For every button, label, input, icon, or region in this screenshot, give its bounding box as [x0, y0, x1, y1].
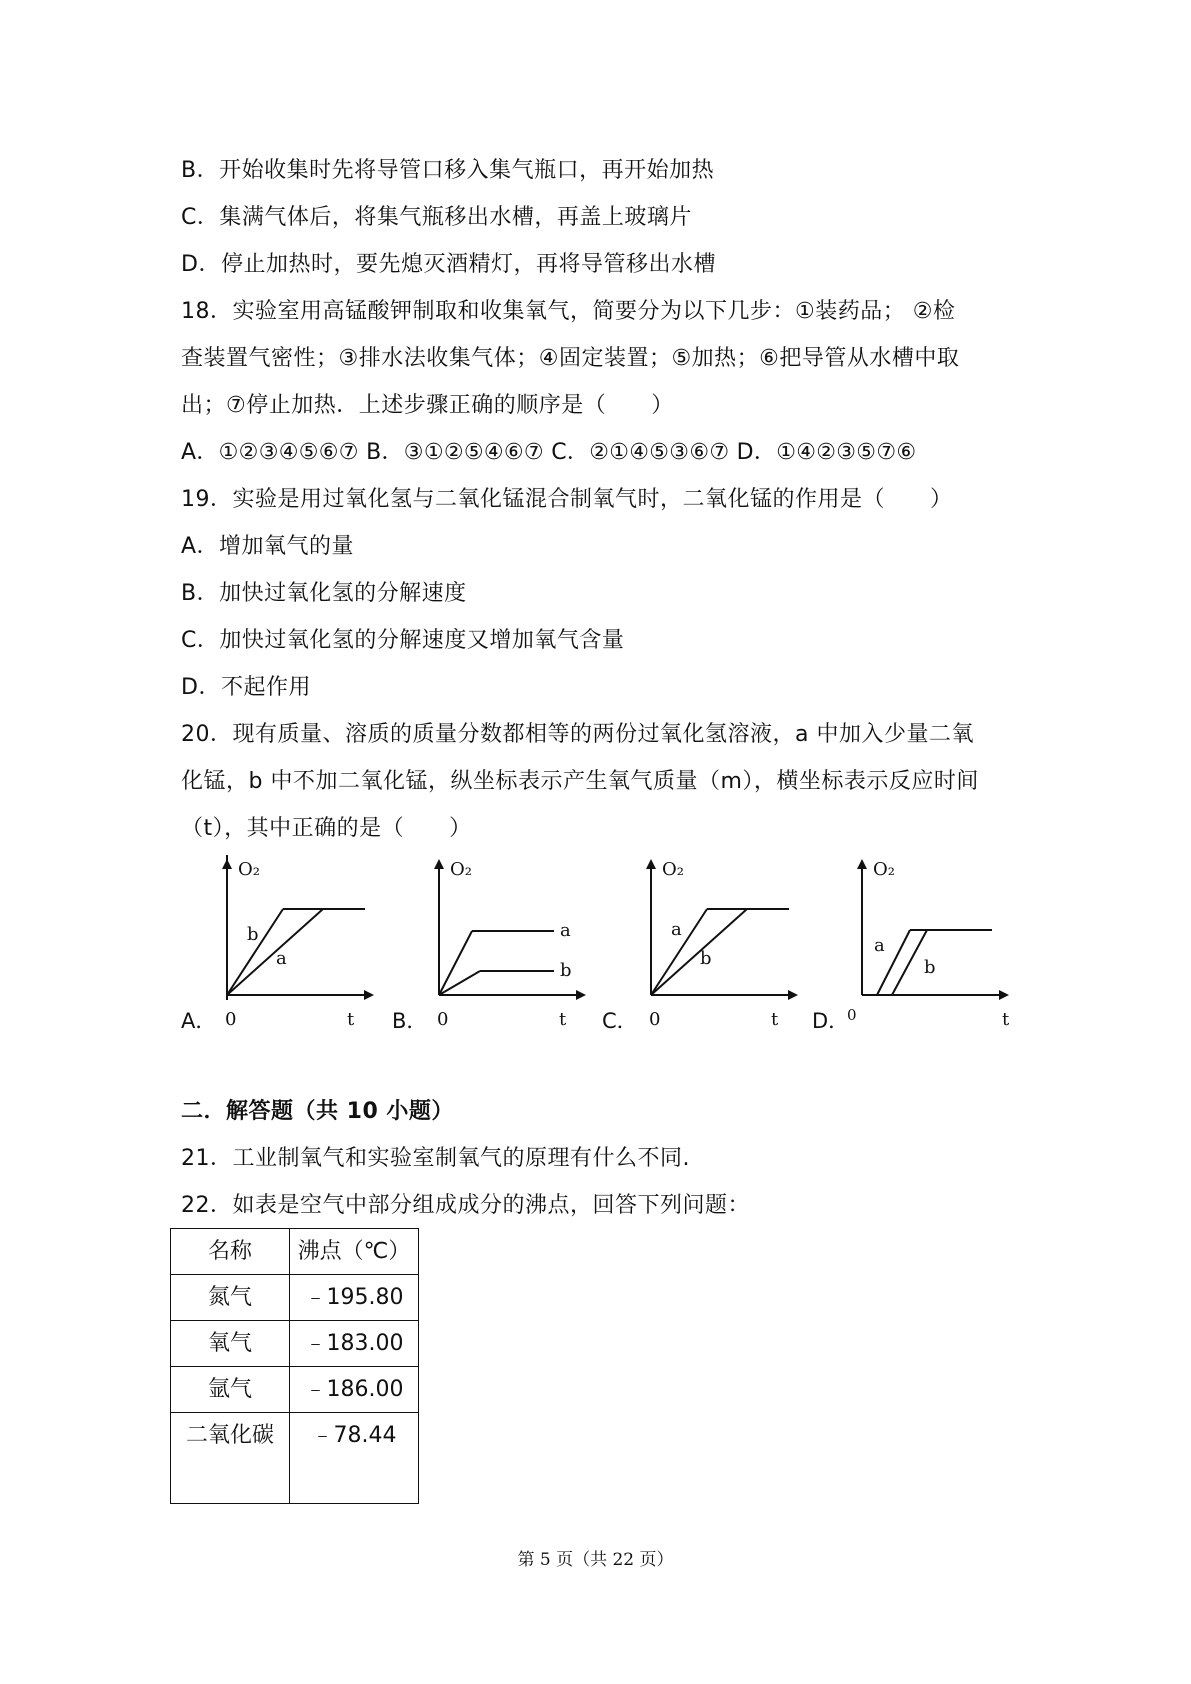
option-19b: B．加快过氧化氢的分解速度 [181, 581, 467, 606]
graph-a-y-label: O₂ [238, 859, 260, 880]
option-17c: C．集满气体后，将集气瓶移出水槽，再盖上玻璃片 [181, 205, 692, 230]
question-20-line2: 化锰，b 中不加二氧化锰，纵坐标表示产生氧气质量（m），横坐标表示反应时间 [181, 769, 979, 794]
table-header-name: 名称 [171, 1229, 290, 1275]
table-row [171, 1367, 419, 1413]
graph-c-upper-label: a [671, 919, 682, 940]
option-19c: C．加快过氧化氢的分解速度又增加氧气含量 [181, 628, 625, 653]
graph-a-lower-label: a [276, 948, 287, 969]
graph-c-y-label: O₂ [662, 859, 684, 880]
question-20-line1: 20．现有质量、溶质的质量分数都相等的两份过氧化氢溶液，a 中加入少量二氧 [181, 722, 974, 747]
graph-d [845, 855, 1015, 1035]
graph-a-option: A． [181, 1009, 217, 1033]
option-19d: D．不起作用 [181, 675, 311, 700]
graph-a-x-label: t [347, 1009, 355, 1030]
graph-d-y-label: O₂ [873, 859, 895, 880]
option-19a: A．增加氧气的量 [181, 534, 355, 559]
graph-b-y-label: O₂ [450, 859, 472, 880]
table-cell-value: ﹣186.00 [290, 1367, 419, 1413]
table-cell-name: 二氧化碳 [171, 1413, 290, 1504]
graph-d-upper-label: a [874, 935, 885, 956]
graph-d-option: D． [812, 1009, 850, 1033]
graph-b-lower-label: b [560, 960, 572, 981]
table-cell-value: ﹣183.00 [290, 1321, 419, 1367]
table-cell-value: ﹣78.44 [290, 1413, 419, 1504]
table-header-row [171, 1229, 419, 1275]
question-18-line3: 出；⑦停止加热．上述步骤正确的顺序是（ ） [181, 393, 674, 418]
graph-c-x-label: t [771, 1009, 779, 1030]
question-18-line1: 18．实验室用高锰酸钾制取和收集氧气，简要分为以下几步：①装药品； ②检 [181, 299, 956, 324]
question-18-line2: 查装置气密性；③排水法收集气体；④固定装置；⑤加热；⑥把导管从水槽中取 [181, 346, 960, 371]
graph-b-x-label: t [559, 1009, 567, 1030]
question-22: 22．如表是空气中部分组成成分的沸点，回答下列问题： [181, 1193, 750, 1218]
graph-b [422, 855, 592, 1035]
graph-b-option: B． [392, 1009, 428, 1033]
boiling-point-table [170, 1228, 419, 1504]
table-cell-name: 氮气 [171, 1275, 290, 1321]
table-row [171, 1413, 419, 1504]
graph-c-origin: 0 [649, 1009, 661, 1030]
graph-c [634, 855, 804, 1035]
table-row [171, 1321, 419, 1367]
table-cell-name: 氩气 [171, 1367, 290, 1413]
section-title: 二．解答题（共 10 小题） [181, 1099, 454, 1124]
graph-b-origin: 0 [437, 1009, 449, 1030]
table-row [171, 1275, 419, 1321]
question-20-line3: （t），其中正确的是（ ） [181, 816, 472, 841]
page-footer: 第 5 页（共 22 页） [517, 1550, 674, 1570]
graph-d-lower-label: b [924, 957, 936, 978]
graph-a-origin: 0 [225, 1009, 237, 1030]
question-19: 19．实验是用过氧化氢与二氧化锰混合制氧气时，二氧化锰的作用是（ ） [181, 487, 953, 512]
table-cell-value: ﹣195.80 [290, 1275, 419, 1321]
graph-d-x-label: t [1002, 1009, 1010, 1030]
question-21: 21．工业制氧气和实验室制氧气的原理有什么不同. [181, 1146, 690, 1171]
question-18-options: A．①②③④⑤⑥⑦ B．③①②⑤④⑥⑦ C．②①④⑤③⑥⑦ D．①④②③⑤⑦⑥ [181, 440, 917, 465]
graph-c-lower-label: b [700, 948, 712, 969]
graph-d-origin: 0 [847, 1006, 857, 1024]
table-cell-name: 氧气 [171, 1321, 290, 1367]
graph-c-option: C． [602, 1009, 638, 1033]
graph-b-upper-label: a [560, 920, 571, 941]
graph-a-upper-label: b [247, 924, 259, 945]
option-17b: B．开始收集时先将导管口移入集气瓶口，再开始加热 [181, 158, 715, 183]
table-header-boiling-point: 沸点（℃） [290, 1229, 419, 1275]
graph-a [210, 855, 380, 1035]
option-17d: D．停止加热时，要先熄灭酒精灯，再将导管移出水槽 [181, 252, 716, 277]
